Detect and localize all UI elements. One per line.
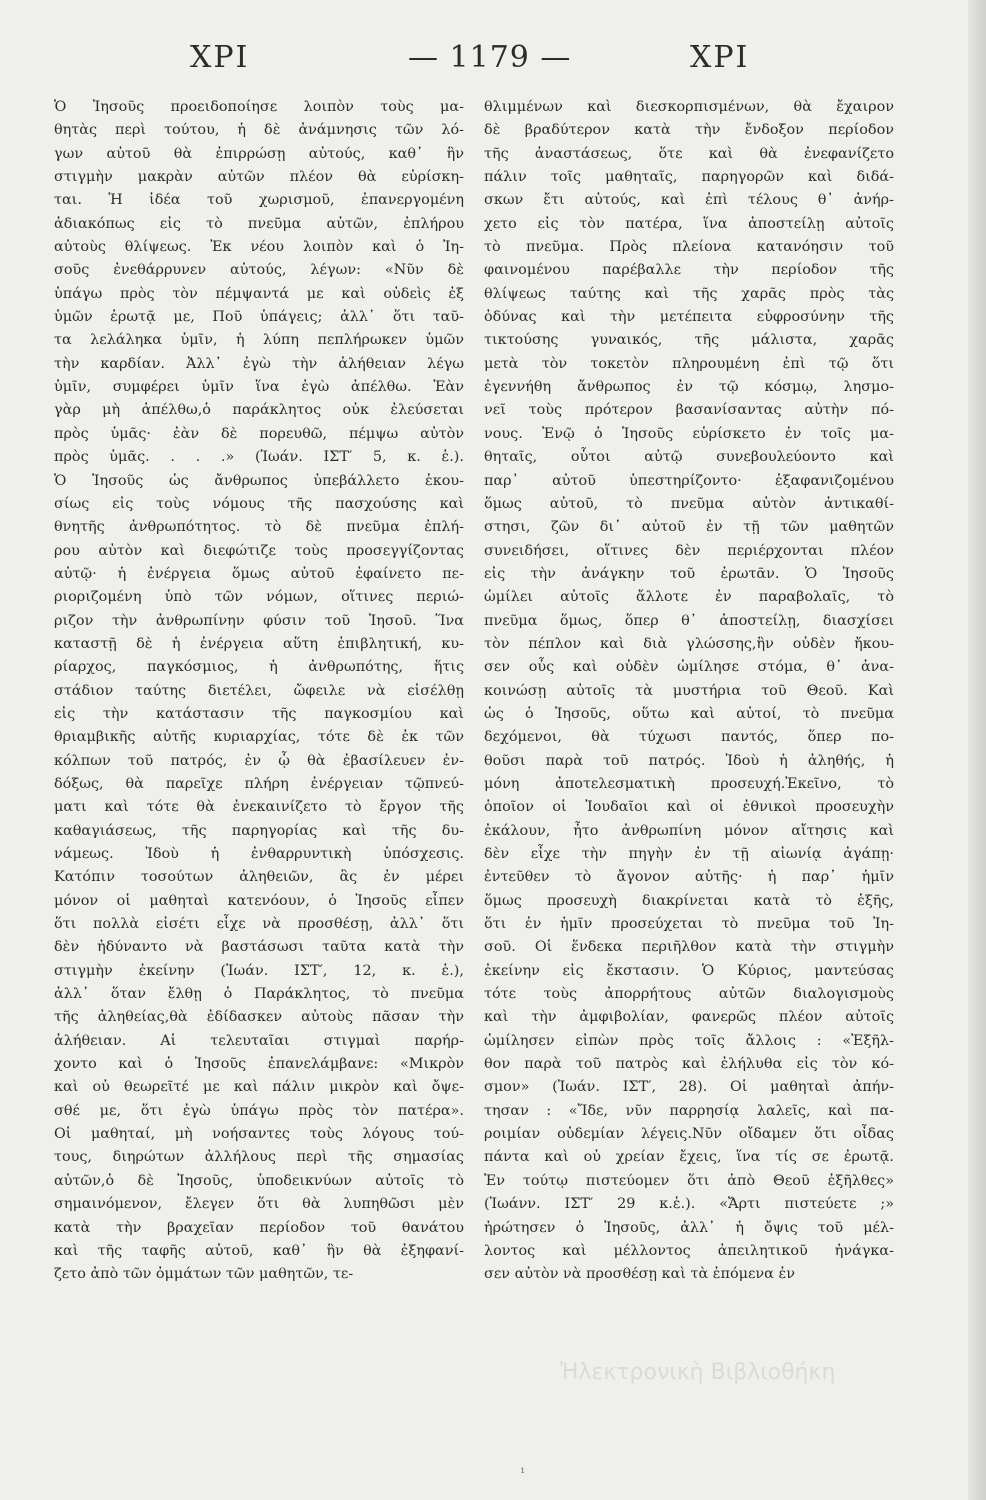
text-line: αὐτῷ· ἡ ἐνέργεια ὅμως αὐτοῦ ἐφαίνετο πε-: [54, 565, 464, 582]
text-line: δόξως, θὰ παρεῖχε πλήρη ἐνέργειαν τῷπνεύ-: [54, 775, 464, 792]
text-line: ρου αὐτὸν καὶ διεφώτιζε τοὺς προσεγγίζοντας: [54, 542, 464, 559]
text-line: ματι καὶ τότε θὰ ἐνεκαινίζετο τὸ ἔργον τῆς: [54, 799, 464, 816]
text-line: στάδιον ταύτης διετέλει, ὤφειλε νὰ εἰσέλθῃ: [54, 682, 464, 699]
text-line: Ὁ Ἰησοῦς προειδοποίησε λοιπὸν τοὺς μα-: [54, 99, 464, 115]
text-line: θλίψεως ταύτης καὶ τῆς χαρᾶς πρὸς τὰς: [484, 285, 894, 302]
text-line: σημαινόμενον, ἔλεγεν ὅτι θὰ λυπηθῶσι μὲν: [54, 1196, 464, 1213]
text-line: σοῦ. Οἱ ἕνδεκα περιῆλθον κατὰ τὴν στιγμὴν: [484, 939, 894, 956]
text-line: θριαμβικῆς αὐτῆς κυριαρχίας, τότε δὲ ἐκ τῶν: [54, 729, 464, 746]
text-line: ὅτι πολλὰ εἰσέτι εἶχε νὰ προσθέσῃ, ἀλλ᾽ ὅτι: [54, 916, 464, 933]
header-right-abbrev: ΧΡΙ: [690, 40, 750, 75]
text-line: μόνον οἱ μαθηταὶ κατενόουν, ὁ Ἰησοῦς εἶπεν: [54, 892, 464, 909]
text-line: καθαγιάσεως, τῆς παρηγορίας καὶ τῆς δυ-: [54, 822, 464, 839]
text-line: λοντος καὶ μέλλοντος ἀπειλητικοῦ ἠνάγκα-: [484, 1242, 894, 1259]
bottom-page-mark: ¹: [520, 1466, 526, 1481]
text-line: ἀλλ᾽ ὅταν ἔλθῃ ὁ Παράκλητος, τὸ πνεῦμα: [54, 986, 464, 1003]
text-line: καὶ οὐ θεωρεῖτέ με καὶ πάλιν μικρὸν καὶ ὄψε-: [54, 1079, 464, 1096]
text-line: μόνη ἀποτελεσματικὴ προσευχή.Ἐκεῖνο, τὸ: [484, 775, 894, 792]
text-line: ὡμίλει αὐτοῖς ἄλλοτε ἐν παραβολαῖς, τὸ: [484, 589, 894, 606]
library-watermark: Ἠλεκτρονικὴ Βιβλιοθήκη: [560, 1360, 836, 1385]
header-page-number: — 1179 —: [408, 40, 572, 75]
text-line: τησαν : «Ἴδε, νῦν παρρησίᾳ λαλεῖς, καὶ πα-: [484, 1102, 894, 1119]
text-line: ὁποῖον οἱ Ἰουδαῖοι καὶ οἱ ἐθνικοὶ προσευχὴν: [484, 799, 894, 816]
text-line: κατὰ τὴν βραχεῖαν περίοδον τοῦ θανάτου: [54, 1219, 464, 1236]
text-line: πάλιν τοῖς μαθηταῖς, παρηγορῶν καὶ διδά-: [484, 169, 894, 186]
text-line: δὲ βραδύτερον κατὰ τὴν ἔνδοξον περίοδον: [484, 122, 894, 139]
text-line: τότε τοὺς ἀπορρήτους αὐτῶν διαλογισμοὺς: [484, 986, 894, 1003]
text-line: ὀδύνας καὶ τὴν μετέπειτα εὐφροσύνην τῆς: [484, 309, 894, 326]
text-line: πνεῦμα ὅμως, ὅπερ θ᾽ ἀποστείλῃ, διασχίσει: [484, 612, 894, 629]
text-line: ται. Ἡ ἰδέα τοῦ χωρισμοῦ, ἐπανεργομένη: [54, 192, 464, 209]
text-line: ἐγεννήθη ἄνθρωπος ἐν τῷ κόσμῳ, λησμο-: [484, 379, 894, 396]
text-line: νεῖ τοὺς πρότερον βασανίσαντας αὐτὴν πό-: [484, 402, 894, 419]
text-line: ὑμῖν, συμφέρει ὑμῖν ἵνα ἐγὼ ἀπέλθω. Ἐὰν: [54, 379, 464, 396]
text-line: ἐντεῦθεν τὸ ἄγονον αὐτῆς· ἡ παρ᾽ ἡμῖν: [484, 869, 894, 886]
text-line: σεν οὖς καὶ οὐδὲν ὡμίλησε στόμα, θ᾽ ἀνα-: [484, 659, 894, 676]
text-line: (Ἰωάνν. ΙΣΤ′ 29 κ.ἑ.). «Ἄρτι πιστεύετε ;»: [484, 1196, 894, 1213]
text-line: Ὁ Ἰησοῦς ὡς ἄνθρωπος ὑπεβάλλετο ἑκου-: [54, 472, 464, 489]
text-line: δὲν ἠδύναντο νὰ βαστάσωσι ταῦτα κατὰ τὴν: [54, 939, 464, 956]
text-line: σεν αὐτὸν νὰ προσθέσῃ καὶ τὰ ἑπόμενα ἐν: [484, 1266, 795, 1283]
text-line: κόλπων τοῦ πατρός, ἐν ᾧ θὰ ἐβασίλευεν ἐν-: [54, 752, 464, 769]
text-line: ἐκείνην εἰς ἔκστασιν. Ὁ Κύριος, μαντεύσας: [484, 962, 894, 979]
text-line: θνητῆς ἀνθρωπότητος. τὸ δὲ πνεῦμα ἐπλή-: [54, 519, 464, 536]
text-line: καὶ τῆς ταφῆς αὐτοῦ, καθ᾽ ἣν θὰ ἐξηφανί-: [54, 1242, 464, 1259]
header-left-abbrev: ΧΡΙ: [190, 40, 250, 75]
text-line: σθέ με, ὅτι ἐγὼ ὑπάγω πρὸς τὸν πατέρα».: [54, 1102, 464, 1119]
text-line: ριοριζομένη ὑπὸ τῶν νόμων, οἵτινες περιώ-: [54, 589, 464, 606]
text-line: σκων ἔτι αὐτούς, καὶ ἐπὶ τέλους θ᾽ ἀνήρ-: [484, 192, 894, 209]
text-line: πάντα καὶ οὐ χρείαν ἔχεις, ἵνα τίς σε ἐρωτᾷ.: [484, 1149, 894, 1166]
running-header: [0, 40, 986, 90]
text-line: ρίαρχος, παγκόσμιος, ἡ ἀνθρωπότης, ἥτις: [54, 659, 464, 676]
text-line: θητὰς περὶ τούτου, ἡ δὲ ἀνάμνησις τῶν λό-: [54, 122, 464, 139]
text-line: τὸν πέπλον καὶ διὰ γλώσσης,ἣν οὐδὲν ἤκου-: [484, 635, 894, 652]
text-line: στιγμὴν ἐκείνην (Ἰωάν. ΙΣΤ′, 12, κ. ἑ.),: [54, 962, 464, 979]
text-line: δὲν εἶχε τὴν πηγὴν ἐν τῇ αἰωνίᾳ ἀγάπῃ·: [484, 846, 894, 862]
text-line: νάμεως. Ἰδοὺ ἡ ἐνθαρρυντικὴ ὑπόσχεσις.: [54, 846, 464, 862]
text-line: ὅμως αὐτοῦ, τὸ πνεῦμα αὐτὸν ἀντικαθί-: [484, 495, 894, 512]
text-line: ὅτι ἐν ἡμῖν προσεύχεται τὸ πνεῦμα τοῦ Ἰη-: [484, 916, 894, 933]
text-line: θοῦσι παρὰ τοῦ πατρός. Ἰδοὺ ἡ ἀληθής, ἡ: [484, 752, 894, 769]
text-line: ἐκάλουν, ἦτο ἀνθρωπίνη μόνον αἴτησις καὶ: [484, 822, 894, 839]
text-line: ροιμίαν οὐδεμίαν λέγεις.Νῦν οἴδαμεν ὅτι οἶδας: [484, 1126, 894, 1143]
text-line: παρ᾽ αὐτοῦ ὑπεστηρίζοντο· ἐξαφανιζομένου: [484, 472, 894, 489]
text-line: ὡς ὁ Ἰησοῦς, οὕτω καὶ αὐτοί, τὸ πνεῦμα: [484, 705, 894, 722]
text-line: τικτούσης γυναικός, τῆς μάλιστα, χαρᾶς: [484, 332, 894, 349]
text-line: ὑπάγω πρὸς τὸν πέμψαντά με καὶ οὐδεὶς ἐξ: [54, 285, 464, 302]
text-line: θηταῖς, οὗτοι αὐτῷ συνεβουλεύοντο καὶ: [484, 449, 894, 466]
text-line: τὸ πνεῦμα. Πρὸς πλείονα κατανόησιν τοῦ: [484, 239, 894, 256]
left-text-column: [54, 96, 464, 1287]
text-line: καταστῇ δὲ ἡ ἐνέργεια αὕτη ἐπιβλητική, κυ-: [54, 635, 464, 652]
text-line: καὶ τὴν ἀμφιβολίαν, φανερῶς πλέον αὐτοῖς: [484, 1009, 894, 1026]
text-line: τους, διηρώτων ἀλλήλους περὶ τῆς σημασίας: [54, 1149, 464, 1166]
text-line: σοῦς ἐνεθάρρυνεν αὐτούς, λέγων: «Νῦν δὲ: [54, 262, 464, 279]
text-line: φαινομένου παρέβαλλε τὴν περίοδον τῆς: [484, 262, 894, 279]
text-line: θον παρὰ τοῦ πατρὸς καὶ ἐλήλυθα εἰς τὸν κό-: [484, 1056, 894, 1073]
text-line: συνειδήσει, οἵτινες δὲν περιέρχονται πλέον: [484, 542, 894, 559]
text-line: αὐτοὺς θλίψεως. Ἐκ νέου λοιπὸν καὶ ὁ Ἰη-: [54, 239, 464, 256]
text-line: ἀδιακόπως εἰς τὸ πνεῦμα αὐτῶν, ἐπλήρου: [54, 215, 464, 232]
text-line: στιγμὴν μακρὰν αὐτῶν πλέον θὰ εὑρίσκη-: [54, 169, 464, 186]
text-line: τα λελάληκα ὑμῖν, ἡ λύπη πεπλήρωκεν ὑμῶν: [54, 332, 464, 349]
text-line: κοινώσῃ αὐτοῖς τὰ μυστήρια τοῦ Θεοῦ. Καὶ: [484, 682, 894, 699]
text-line: γων αὐτοῦ θὰ ἐπιρρώσῃ αὐτούς, καθ᾽ ἣν: [54, 145, 464, 162]
text-line: ὡμίλησεν εἰπὼν πρὸς τοῖς ἄλλοις : «Ἐξῆλ-: [484, 1032, 894, 1049]
text-line: Οἱ μαθηταί, μὴ νοήσαντες τοὺς λόγους τού-: [54, 1126, 464, 1143]
text-line: ἠρώτησεν ὁ Ἰησοῦς, ἀλλ᾽ ἡ ὄψις τοῦ μέλ-: [484, 1219, 894, 1236]
text-line: νους. Ἐνῷ ὁ Ἰησοῦς εὑρίσκετο ἐν τοῖς μα-: [484, 425, 894, 442]
text-line: σίως εἰς τοὺς νόμους τῆς πασχούσης καὶ: [54, 495, 464, 512]
text-line: ζετο ἀπὸ τῶν ὀμμάτων τῶν μαθητῶν, τε-: [54, 1266, 354, 1283]
text-line: χετο εἰς τὸν πατέρα, ἵνα ἀποστείλῃ αὐτοῖς: [484, 215, 894, 232]
text-line: δεχόμενοι, θὰ τύχωσι παντός, ὅπερ πο-: [484, 729, 894, 746]
text-line: πρὸς ὑμᾶς. . . .» (Ἰωάν. ΙΣΤ′ 5, κ. ἑ.).: [54, 449, 464, 466]
text-line: μετὰ τὸν τοκετὸν πληρουμένη ἐπὶ τῷ ὅτι: [484, 355, 894, 372]
text-line: γὰρ μὴ ἀπέλθω,ὁ παράκλητος οὐκ ἐλεύσεται: [54, 402, 464, 419]
text-line: θλιμμένων καὶ διεσκορπισμένων, θὰ ἔχαιρον: [484, 99, 894, 115]
text-line: εἰς τὴν ἀνάγκην τοῦ ἐρωτᾶν. Ὁ Ἰησοῦς: [484, 565, 894, 582]
text-line: εἰς τὴν κατάστασιν τῆς παγκοσμίου καὶ: [54, 705, 464, 722]
text-line: τὴν καρδίαν. Ἀλλ᾽ ἐγὼ τὴν ἀλήθειαν λέγω: [54, 355, 464, 372]
text-line: πρὸς ὑμᾶς· ἐὰν δὲ πορευθῶ, πέμψω αὐτὸν: [54, 425, 464, 442]
text-line: ὅμως προσευχὴ διακρίνεται κατὰ τὸ ἑξῆς,: [484, 892, 894, 909]
text-line: στησι, ζῶν δι᾽ αὐτοῦ ἐν τῇ τῶν μαθητῶν: [484, 519, 894, 536]
right-text-column: [484, 96, 894, 1287]
text-line: Κατόπιν τοσούτων ἀληθειῶν, ἃς ἐν μέρει: [54, 869, 464, 886]
text-line: ὑμῶν ἐρωτᾷ με, Ποῦ ὑπάγεις; ἀλλ᾽ ὅτι ταῦ-: [54, 309, 464, 326]
text-line: αὐτῶν,ὁ δὲ Ἰησοῦς, ὑποδεικνύων αὐτοῖς τὸ: [54, 1172, 464, 1189]
text-line: τῆς ἀναστάσεως, ὅτε καὶ θὰ ἐνεφανίζετο: [484, 145, 894, 162]
text-line: χοντο καὶ ὁ Ἰησοῦς ἐπανελάμβανε: «Μικρὸν: [54, 1056, 464, 1073]
text-line: σμον» (Ἰωάν. ΙΣΤ′, 28). Οἱ μαθηταὶ ἀπήν-: [484, 1079, 894, 1096]
text-line: Ἐν τούτῳ πιστεύομεν ὅτι ἀπὸ Θεοῦ ἐξῆλθες»: [484, 1172, 894, 1189]
text-line: ριζον τὴν ἀνθρωπίνην φύσιν τοῦ Ἰησοῦ. Ἵνα: [54, 612, 464, 629]
page-edge-shadow: [968, 0, 986, 1500]
text-line: τῆς ἀληθείας,θὰ ἐδίδασκεν αὐτοὺς πᾶσαν τὴν: [54, 1009, 464, 1026]
text-line: ἀλήθειαν. Αἱ τελευταῖαι στιγμαὶ παρήρ-: [54, 1032, 464, 1049]
